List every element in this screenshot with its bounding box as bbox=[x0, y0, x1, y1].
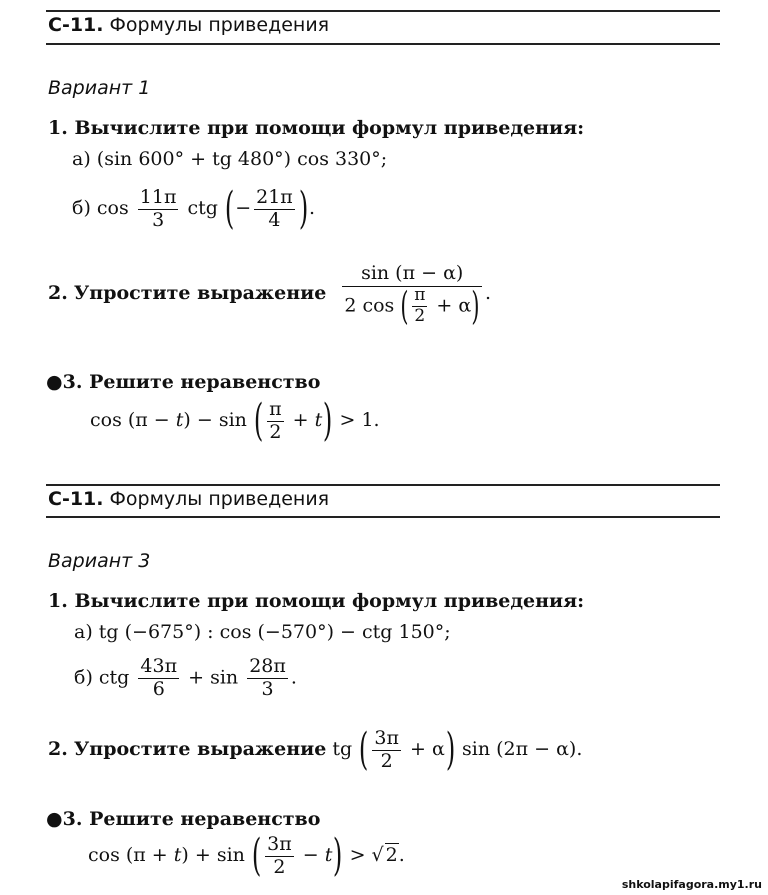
header-top-rule-2 bbox=[46, 484, 720, 486]
fraction: $\frac{3\pi}{2}$ bbox=[374, 726, 399, 772]
header-bottom-rule-2 bbox=[46, 516, 720, 518]
task-text: Упростите выражение bbox=[73, 738, 327, 760]
fraction: $\frac{3\pi}{2}$ bbox=[267, 832, 292, 878]
math-term: ) − sin bbox=[183, 409, 247, 431]
task-text: Вычислите при помощи формул приведения: bbox=[74, 117, 585, 139]
math-expression: (sin 600° + tg 480°) cos 330°; bbox=[96, 148, 388, 170]
variable: t bbox=[173, 844, 182, 866]
punct: . bbox=[308, 197, 315, 219]
site-watermark: shkolapifagora.my1.ru bbox=[621, 878, 762, 891]
task-1b bbox=[74, 657, 297, 700]
task-number: 2. bbox=[48, 281, 68, 304]
sqrt-icon: √ bbox=[371, 844, 384, 866]
task-number: 3. bbox=[62, 371, 83, 393]
task-number: 1. bbox=[48, 590, 68, 612]
minus-sign: − bbox=[302, 844, 319, 866]
section-code: С-11. bbox=[48, 488, 104, 510]
radicand: 2 bbox=[385, 844, 398, 866]
punct: . bbox=[485, 281, 492, 304]
variant-title-1: Вариант 1 bbox=[48, 77, 151, 99]
math-func: + sin bbox=[188, 666, 239, 689]
task-text: Вычислите при помощи формул приведения: bbox=[74, 590, 585, 612]
paren-left: ( bbox=[224, 183, 235, 234]
fraction: $\frac{21\pi}{4}$ bbox=[256, 185, 293, 231]
math-expression: tg (−675°) : cos (−570°) − ctg 150°; bbox=[98, 621, 451, 643]
variable: t bbox=[324, 844, 333, 866]
section-code: С-11. bbox=[48, 14, 104, 36]
math-func: ctg bbox=[98, 666, 130, 689]
math-term: sin (2π − α). bbox=[462, 738, 583, 760]
task-text: Решите неравенство bbox=[89, 371, 321, 393]
section-header-1 bbox=[48, 14, 329, 36]
task-number: 1. bbox=[48, 117, 68, 139]
math-term: cos (π + bbox=[88, 844, 174, 866]
paren-right: ) bbox=[298, 183, 309, 234]
punct: . bbox=[290, 666, 297, 689]
task-text: Решите неравенство bbox=[89, 808, 321, 830]
variant-title-3: Вариант 3 bbox=[48, 550, 151, 572]
math-term: ) + sin bbox=[181, 844, 245, 866]
fraction: $\frac{\pi}{2}$ bbox=[269, 397, 282, 443]
variable: t bbox=[314, 409, 323, 431]
fraction: $\frac{43\pi}{6}$ bbox=[140, 655, 178, 700]
fraction: $\frac{28\pi}{3}$ bbox=[249, 655, 286, 700]
fraction: $\frac{11\pi}{3}$ bbox=[139, 185, 177, 231]
task-2 bbox=[48, 262, 492, 329]
plus-sign: + bbox=[292, 409, 309, 431]
bullet: ● bbox=[46, 808, 63, 830]
task-3-heading bbox=[46, 371, 320, 393]
task-1b bbox=[72, 183, 315, 234]
math-func: cos bbox=[96, 197, 129, 219]
math-term: + α bbox=[410, 738, 445, 760]
task-3-heading bbox=[46, 808, 320, 830]
task-1-heading bbox=[48, 117, 584, 139]
task-3-inequality: cos (π + t) + sin ( $\frac{3\pi}{2}$ − t) > √ 2. bbox=[88, 830, 405, 881]
gt-sign: > bbox=[349, 844, 366, 866]
fraction: sin (π − α) 2 cos ( $\frac{\pi}{2}$ + α) bbox=[342, 262, 482, 326]
math-term: cos (π − bbox=[90, 409, 176, 431]
math-term: + α bbox=[436, 294, 472, 317]
item-label: б) bbox=[72, 197, 91, 219]
task-2: 2. Упростите выражение tg ( $\frac{3\pi}{2}$ + α) sin (2π − α). bbox=[48, 724, 583, 775]
item-label: а) bbox=[72, 148, 91, 170]
task-1a bbox=[72, 148, 387, 170]
task-1-heading bbox=[48, 590, 584, 612]
math-func: ctg bbox=[187, 197, 218, 219]
section-title: Формулы приведения bbox=[109, 14, 330, 36]
math-func: tg bbox=[332, 738, 353, 760]
task-text: Упростите выражение bbox=[73, 281, 327, 304]
variable: t bbox=[175, 409, 184, 431]
item-label: а) bbox=[74, 621, 93, 643]
task-1a bbox=[74, 621, 451, 643]
math-func: 2 cos bbox=[344, 294, 395, 317]
task-number: 3. bbox=[62, 808, 83, 830]
section-header-2 bbox=[48, 488, 329, 510]
header-top-rule-1 bbox=[46, 10, 720, 12]
task-number: 2. bbox=[48, 738, 68, 760]
header-bottom-rule-1 bbox=[46, 43, 720, 45]
task-3-inequality: cos (π − t) − sin ( $\frac{\pi}{2}$ + t) > 1. bbox=[90, 395, 380, 446]
item-label: б) bbox=[74, 666, 93, 689]
minus-sign: − bbox=[235, 197, 252, 219]
bullet: ● bbox=[46, 371, 63, 393]
math-term: > 1. bbox=[339, 409, 380, 431]
section-title: Формулы приведения bbox=[109, 488, 330, 510]
punct: . bbox=[398, 844, 405, 866]
